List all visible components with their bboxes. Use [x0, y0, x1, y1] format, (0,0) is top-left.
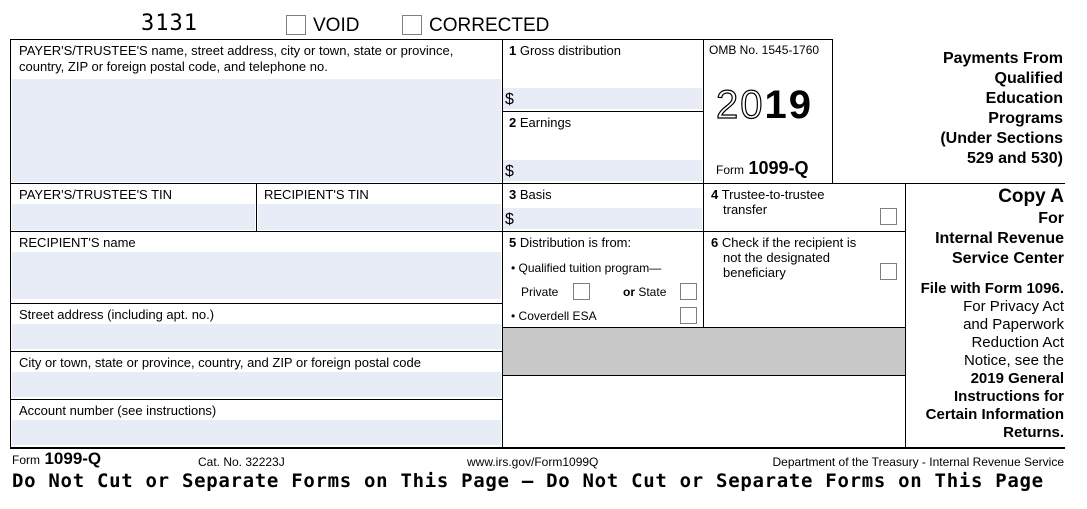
box5-coverdell: • Coverdell ESA — [511, 309, 597, 323]
file-with-note: File with Form 1096. For Privacy Act and Paperwork Reduction Act Notice, see the 2019 General Instructions for Certain Information Returns. — [920, 280, 1064, 441]
box2-label: 2 Earnings — [509, 115, 572, 130]
form-title: Payments From Qualified Education Programs (Under Sections 529 and 530) — [940, 50, 1063, 167]
recipient-name-field[interactable] — [12, 252, 501, 299]
box5-state-label: or State — [623, 285, 667, 299]
void-checkbox[interactable] — [286, 15, 306, 35]
payer-tin-label: PAYER'S/TRUSTEE'S TIN — [19, 187, 173, 202]
payer-label-line1: PAYER'S/TRUSTEE'S name, street address, city or town, state or province, — [19, 43, 454, 58]
corrected-checkbox[interactable] — [402, 15, 422, 35]
box2-currency: $ — [505, 163, 514, 180]
coverdell-checkbox[interactable] — [680, 307, 697, 324]
footer-department: Department of the Treasury - Internal Revenue Service — [772, 455, 1064, 469]
box1-currency: $ — [505, 91, 514, 108]
street-field[interactable] — [12, 324, 501, 349]
box3-label: 3 Basis — [509, 187, 552, 202]
box5-label: 5 Distribution is from: — [509, 235, 632, 250]
city-field[interactable] — [12, 372, 501, 397]
do-not-cut-banner: Do Not Cut or Separate Forms on This Page — Do Not Cut or Separate Forms on This Page — [12, 470, 1044, 492]
street-label: Street address (including apt. no.) — [19, 307, 215, 322]
payer-label-line2: country, ZIP or foreign postal code, and telephone no. — [19, 59, 328, 74]
recipient-name-label: RECIPIENT'S name — [19, 235, 136, 250]
box1-label: 1 Gross distribution — [509, 43, 622, 58]
box5-qtp: • Qualified tuition program— — [511, 261, 662, 275]
recipient-tin-field[interactable] — [258, 204, 501, 230]
account-field[interactable] — [12, 420, 501, 445]
box3-field[interactable] — [503, 208, 702, 229]
city-label: City or town, state or province, country, and ZIP or foreign postal code — [19, 355, 421, 370]
footer-form-id: Form 1099-Q — [12, 449, 102, 468]
box6-checkbox[interactable] — [880, 263, 897, 280]
payer-tin-field[interactable] — [12, 204, 255, 230]
void-label: VOID — [313, 15, 360, 36]
corrected-label: CORRECTED — [429, 15, 550, 36]
copy-a-block: Copy A For Internal Revenue Service Center — [935, 186, 1064, 267]
box1-field[interactable] — [503, 88, 702, 109]
form-code: 3131 — [141, 11, 198, 36]
payer-field[interactable] — [12, 79, 501, 182]
box6-label: 6 Check if the recipient is not the designated beneficiary — [711, 235, 857, 280]
box3-currency: $ — [505, 211, 514, 228]
box2-field[interactable] — [503, 160, 702, 181]
recipient-tin-label: RECIPIENT'S TIN — [264, 187, 369, 202]
form-id-header: Form 1099-Q — [716, 158, 809, 178]
footer-url[interactable]: www.irs.gov/Form1099Q — [467, 455, 599, 469]
shaded-block — [503, 327, 905, 375]
tax-year: 2019 — [716, 83, 813, 127]
state-checkbox[interactable] — [680, 283, 697, 300]
account-label: Account number (see instructions) — [19, 403, 217, 418]
footer-cat-no: Cat. No. 32223J — [198, 455, 285, 469]
box5-private-label: Private — [521, 285, 559, 299]
private-checkbox[interactable] — [573, 283, 590, 300]
box4-label: 4 Trustee-to-trustee transfer — [711, 187, 825, 217]
omb-number: OMB No. 1545-1760 — [709, 43, 820, 57]
